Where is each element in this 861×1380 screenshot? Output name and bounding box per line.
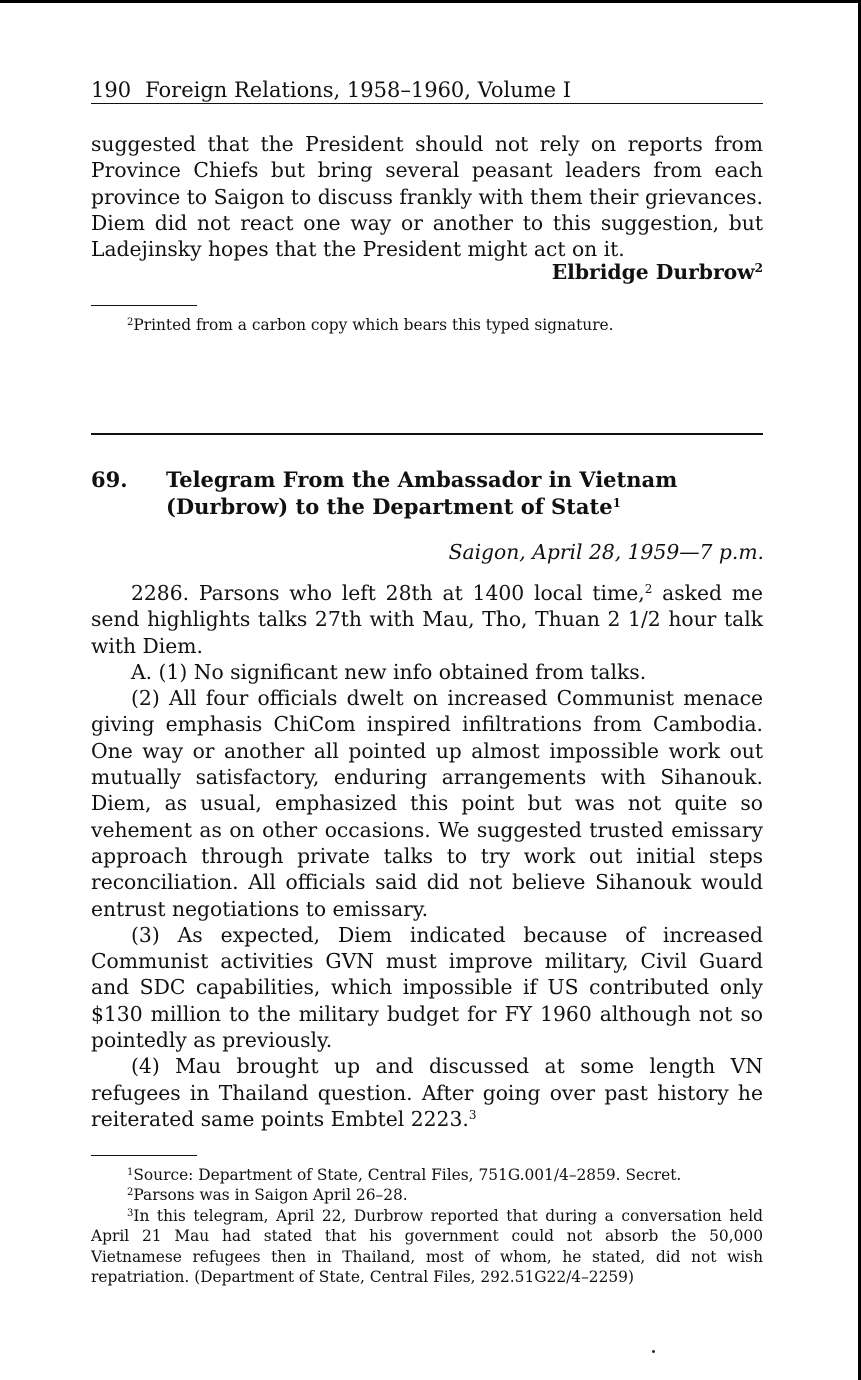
paragraph-4: (3) As expected, Diem indicated because of increased Communist activities GVN must improve military, Civil Guard and SDC capabilities, which impossible if US contributed only $130 million to the military budget for FY 1960 although not so pointedly as previously. — [91, 922, 763, 1053]
paragraph-3: (2) All four officials dwelt on increased Communist menace giving emphasis ChiCom inspired infiltrations from Cambodia. One way or another all pointed up almost impossible work out mutually satisfactory, enduring arrangements with Sihanouk. Diem, as usual, emphasized this point but was not quite so vehement as on other occasions. We suggested trusted emissary approach through private talks to try work out initial steps reconciliation. All officials said did not believe Sihanouk would entrust negotiations to emissary. — [91, 686, 763, 921]
document-number: 69. — [91, 467, 128, 492]
footnote-2-text: Parsons was in Saigon April 26–28. — [133, 1186, 408, 1205]
continuation-text: suggested that the President should not rely on reports from Province Chiefs but bring several peasant leaders from each province to Saigon to discuss frankly with them their grievances. Diem did not react one way or another to this suggestion, but Ladejinsky hopes that the President might act on it. — [91, 132, 763, 262]
scan-speck — [652, 1350, 655, 1353]
footnotes — [91, 1165, 763, 1287]
footnote-3-text: In this telegram, April 22, Durbrow reported that during a conversation held April 21 Mau had stated that his government could not absorb the 50,000 Vietnamese refugees then in Thailand, most of whom, he stated, did not wish repatriation. (Department of State, Central Files, 292.51G22/4–2259) — [91, 1206, 763, 1287]
footnote-3 — [91, 1206, 763, 1288]
footnote-rule-bottom — [91, 1155, 197, 1156]
continuation-paragraph — [91, 131, 763, 262]
telegram-body — [91, 580, 763, 1132]
footnote-1 — [91, 1165, 763, 1185]
signature-note-ref: 2 — [754, 261, 763, 275]
running-head — [91, 76, 763, 104]
signature-name: Elbridge Durbrow — [551, 260, 755, 284]
paragraph-2: A. (1) No significant new info obtained from talks. — [131, 659, 647, 684]
document-title — [166, 466, 766, 520]
prev-footnote-ref: 2 — [127, 317, 134, 328]
scan-border-top — [0, 0, 861, 3]
footnote-1-text: Source: Department of State, Central Files, 751G.001/4–2859. Secret. — [133, 1166, 682, 1184]
prev-footnote-text: Printed from a carbon copy which bears this typed signature. — [133, 316, 614, 334]
paragraph-1-text-b: asked me send highlights talks 27th with Mau, Tho, Thuan 2 1/2 hour talk with Diem. — [91, 581, 763, 658]
paragraph-1-text-a: 2286. Parsons who left 28th at 1400 local time, — [131, 581, 645, 605]
document-title-note-ref: 1 — [612, 496, 621, 510]
signature — [552, 258, 763, 286]
footnote-2 — [91, 1185, 763, 1205]
footnote-1-ref: 1 — [127, 1167, 134, 1178]
paragraph-5 — [91, 1053, 763, 1132]
document-title-text: Telegram From the Ambassador in Vietnam (Durbrow) to the Department of State — [166, 467, 678, 519]
paragraph-5-note-ref: 3 — [468, 1107, 477, 1122]
dateline: Saigon, April 28, 1959—7 p.m. — [448, 540, 764, 564]
section-divider — [91, 433, 763, 435]
footnote-2-ref: 2 — [127, 1187, 134, 1199]
prev-footnote — [91, 315, 763, 335]
paragraph-1 — [91, 580, 763, 659]
paragraph-1-note-ref: 2 — [644, 582, 653, 596]
page-number: 190 — [91, 78, 132, 102]
paragraph-5-text: (4) Mau brought up and discussed at some length VN refugees in Thailand question. After going over past history he reiterated same points Embtel 2223. — [91, 1054, 763, 1131]
footnote-3-ref: 3 — [127, 1207, 134, 1219]
footnote-rule-top — [91, 305, 197, 306]
volume-title: Foreign Relations, 1958–1960, Volume I — [145, 78, 572, 102]
